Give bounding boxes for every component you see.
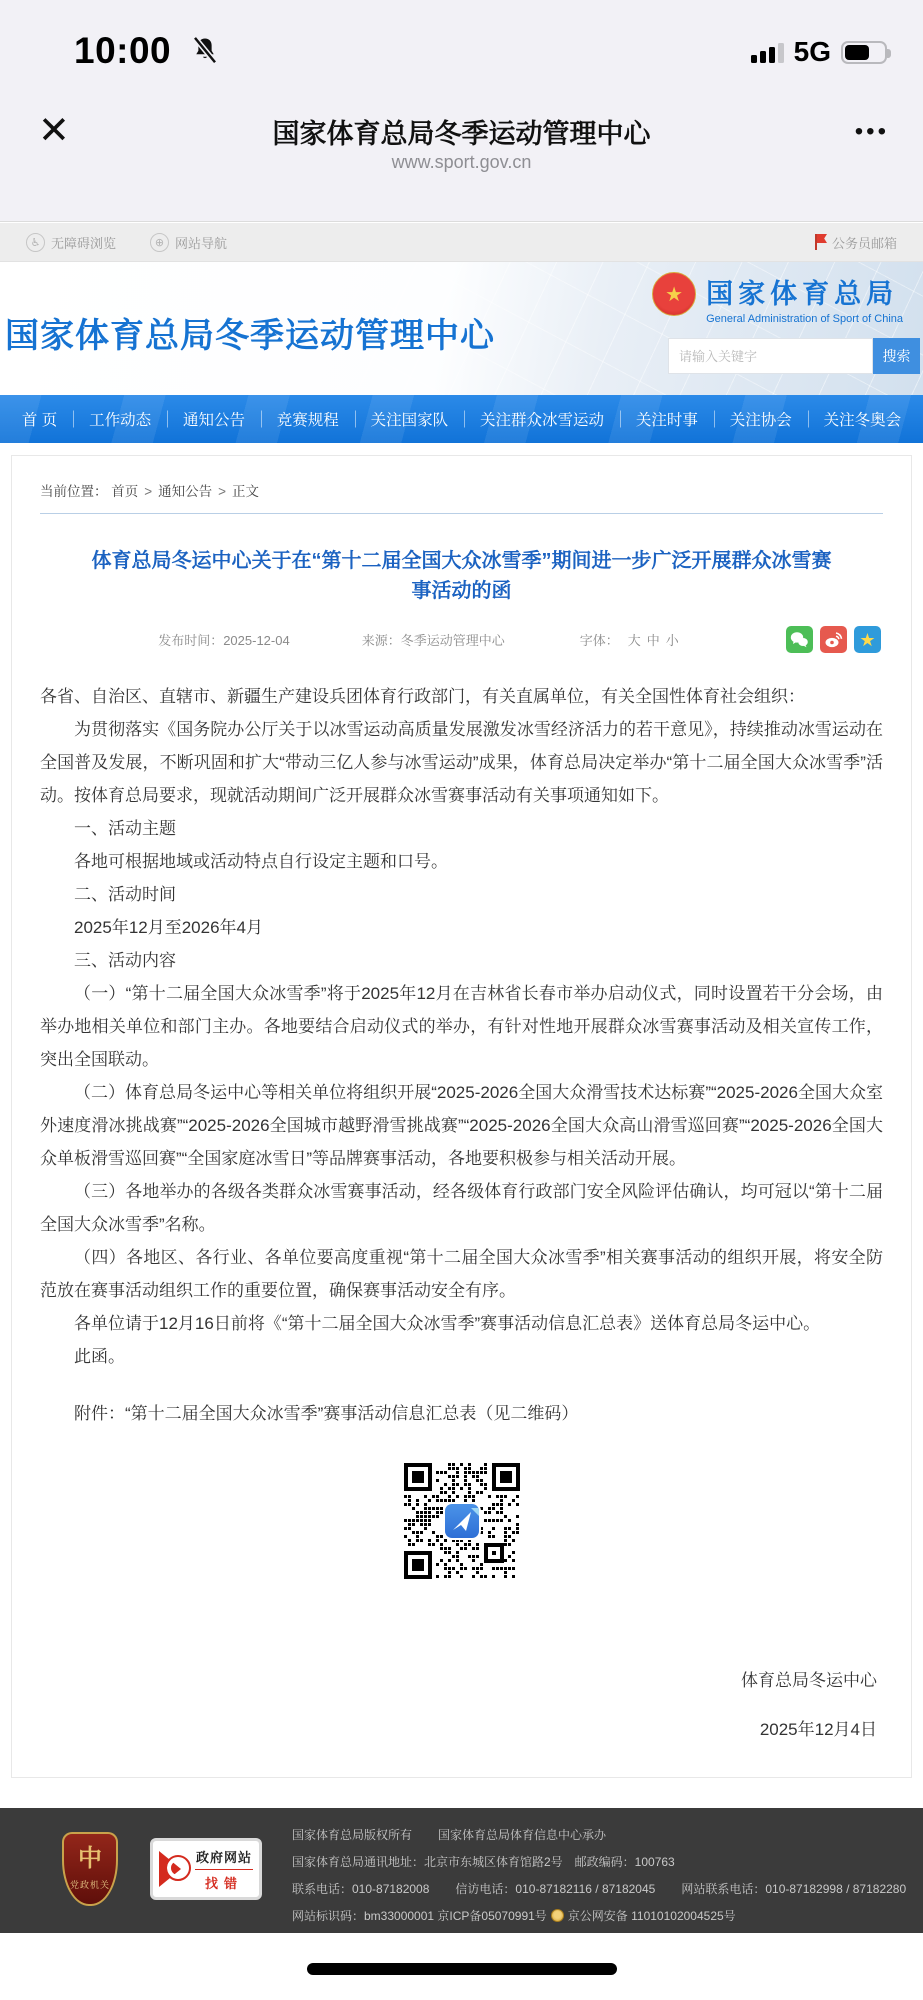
party-badge-emblem: 中 (78, 1845, 102, 1872)
webview-title: 国家体育总局冬季运动管理中心 (272, 119, 651, 149)
close-webview-button[interactable]: ✕ (38, 110, 70, 152)
mailbox-label: 公务员邮箱 (831, 235, 897, 251)
share-buttons (786, 626, 881, 653)
article-paragraph-12: 此函。 (74, 1347, 125, 1366)
home-indicator-area (0, 1933, 923, 2000)
gov-site-error-report-badge[interactable] (150, 1838, 262, 1900)
nav-item-2[interactable]: 通知公告 (167, 408, 261, 430)
breadcrumb-item-2: 正文 (232, 484, 260, 499)
nav-item-0[interactable]: 首 页 (21, 412, 58, 429)
article-paragraph-5: 2025年12月至2026年4月 (74, 918, 264, 937)
search-button[interactable]: 搜索 (873, 338, 920, 374)
search-bar (668, 338, 920, 374)
article-paragraph-0: 各省、自治区、直辖市、新疆生产建设兵团体育行政部门，有关直属单位，有关全国性体育社会组织： (40, 687, 805, 706)
article-paragraph-7: （一）“第十二届全国大众冰雪季”将于2025年12月在吉林省长春市举办启动仪式，同时设置若干分会场，由举办地相关单位和部门主办。各地要结合启动仪式的举办，有针对性地开展群众冰雪赛事活动及相关宣传工作，突出全国联动。 (40, 984, 883, 1069)
status-bar (0, 28, 923, 78)
nav-item-1[interactable]: 工作动态 (73, 408, 167, 430)
battery-icon (841, 41, 887, 64)
signal-bars-icon (751, 41, 784, 63)
footer-line-icp: 网站标识码：bm33000001 京ICP备05070991号 京公网安备 11010102004525号 (292, 1909, 736, 1923)
search-input[interactable] (668, 338, 873, 374)
nav-item-7[interactable]: 关注协会 (714, 408, 808, 430)
home-indicator[interactable] (307, 1963, 617, 1975)
national-emblem-icon: ★ (652, 272, 696, 316)
status-indicators (751, 36, 887, 68)
article-paragraph-3: 各地可根据地域或活动特点自行设定主题和口号。 (74, 852, 448, 871)
font-size-option-0[interactable]: 大 (627, 633, 641, 648)
flag-icon (814, 234, 827, 250)
breadcrumb (40, 456, 883, 500)
signature-block (40, 1666, 883, 1740)
signature-date: 2025年12月4日 (759, 1720, 877, 1739)
article-paragraph-11: 各单位请于12月16日前将《“第十二届全国大众冰雪季”赛事活动信息汇总表》送体育总局冬运中心。 (74, 1314, 821, 1333)
magnifier-icon (159, 1849, 189, 1889)
share-qzone-icon[interactable]: ★ (854, 626, 881, 653)
mute-bell-icon (190, 34, 220, 73)
article-paragraph-2: 一、活动主题 (74, 819, 176, 838)
footer-line-address: 国家体育总局通讯地址：北京市东城区体育馆路2号 邮政编码：100763 (292, 1855, 675, 1869)
find-error-label: 找错 (204, 1875, 243, 1891)
attachment-line: 附件：“第十二届全国大众冰雪季”赛事活动信息汇总表（见二维码） (74, 1404, 579, 1423)
breadcrumb-item-1[interactable]: 通知公告 (158, 484, 213, 499)
accessibility-label: 无障碍浏览 (51, 235, 117, 251)
gov-site-label: 政府网站 (195, 1849, 252, 1865)
footer-info (292, 1822, 906, 1930)
accessibility-icon: ♿ (26, 233, 45, 252)
police-badge-icon (551, 1909, 564, 1922)
clock: 10:00 (74, 30, 172, 71)
article-meta (40, 630, 883, 658)
utility-bar (0, 223, 923, 262)
footer-line-phones: 联系电话：010-87182008 信访电话：010-87182116 / 87182045 网站联系电话：010-87182998 / 87182280 (292, 1882, 907, 1896)
org-name-cn: 国家体育总局 (706, 279, 899, 309)
site-map-label: 网站导航 (175, 235, 228, 251)
party-gov-badge[interactable] (62, 1832, 118, 1906)
breadcrumb-separator: > (144, 484, 153, 499)
article-paragraph-8: （二）体育总局冬运中心等相关单位将组织开展“2025-2026全国大众滑雪技术达标赛”“2025-2026全国大众室外速度滑冰挑战赛”“2025-2026全国城市越野滑雪挑战赛”“2025-2026全国大众高山滑雪巡回赛”“2025-2026全国大众单板滑雪巡回赛”“全国家庭冰雪日”等品牌赛事活动，各地要积极参与相关活动开展。 (40, 1083, 883, 1168)
font-size-option-1[interactable]: 中 (646, 633, 660, 648)
footer-line-copyright: 国家体育总局版权所有 国家体育总局体育信息中心承办 (292, 1828, 607, 1842)
breadcrumb-divider (40, 513, 883, 514)
article-paragraph-10: （四）各地区、各行业、各单位要高度重视“第十二届全国大众冰雪季”相关赛事活动的组织开展，将安全防范放在赛事活动组织工作的重要位置，确保赛事活动安全有序。 (40, 1248, 883, 1300)
breadcrumb-separator: > (218, 484, 227, 499)
breadcrumb-item-0[interactable]: 首页 (111, 484, 139, 499)
article-title: 体育总局冬运中心关于在“第十二届全国大众冰雪季”期间进一步广泛开展群众冰雪赛事活动的函 (91, 550, 832, 602)
browser-chrome (0, 0, 923, 222)
article-paragraph-9: （三）各地举办的各级各类群众冰雪赛事活动，经各级体育行政部门安全风险评估确认，均可冠以“第十二届全国大众冰雪季”名称。 (40, 1182, 883, 1234)
signature-org: 体育总局冬运中心 (741, 1671, 877, 1690)
party-badge-label: 党政机关 (69, 1880, 110, 1890)
network-type: 5G (793, 36, 831, 67)
nav-item-4[interactable]: 关注国家队 (355, 408, 464, 430)
site-title: 国家体育总局冬季运动管理中心 (5, 317, 495, 355)
font-size-option-2[interactable]: 小 (665, 633, 679, 648)
source: 来源：冬季运动管理中心 (361, 633, 505, 648)
article-body (40, 680, 883, 1373)
qr-center-logo (443, 1502, 481, 1540)
public-security-record-link[interactable]: 京公网安备 11010102004525号 (567, 1909, 736, 1923)
main-nav (0, 395, 923, 443)
font-size-switcher: 字体： 大 中 小 (579, 633, 679, 648)
article-paragraph-1: 为贯彻落实《国务院办公厅关于以冰雪运动高质量发展激发冰雪经济活力的若干意见》，持续推动冰雪运动在全国普及发展，不断巩固和扩大“带动三亿人参与冰雪运动”成果，体育总局决定举办“第十二届全国大众冰雪季”活动。按体育总局要求，现就活动期间广泛开展群众冰雪赛事活动有关事项通知如下。 (40, 720, 883, 805)
mailbox-link[interactable] (814, 223, 897, 261)
breadcrumb-label: 当前位置： (40, 484, 108, 499)
site-header (0, 262, 923, 395)
nav-item-5[interactable]: 关注群众冰雪运动 (464, 408, 620, 430)
site-map-link[interactable] (150, 233, 227, 252)
article-paragraph-6: 三、活动内容 (74, 951, 176, 970)
more-menu-button[interactable]: ••• (854, 118, 889, 145)
globe-icon: ⊕ (150, 233, 169, 252)
site-footer (0, 1808, 923, 1933)
org-name-en: General Administration of Sport of China (706, 313, 903, 325)
content-card (11, 455, 912, 1778)
article-paragraph-4: 二、活动时间 (74, 885, 176, 904)
share-wechat-icon[interactable] (786, 626, 813, 653)
nav-item-3[interactable]: 竞赛规程 (261, 408, 355, 430)
docs-arrow-icon (445, 1504, 479, 1538)
attachment-qr-code (395, 1454, 529, 1588)
org-logo-block[interactable] (652, 272, 903, 325)
webview-url: www.sport.gov.cn (391, 152, 532, 172)
nav-item-8[interactable]: 关注冬奥会 (808, 408, 917, 430)
nav-item-6[interactable]: 关注时事 (620, 408, 714, 430)
accessibility-link[interactable] (26, 233, 116, 252)
publish-time: 发布时间：2025-12-04 (158, 633, 290, 648)
share-weibo-icon[interactable] (820, 626, 847, 653)
